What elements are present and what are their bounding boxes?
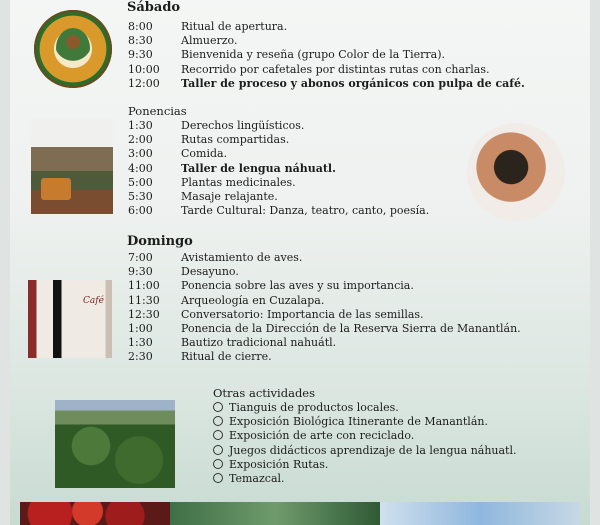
schedule-activity: Conversatorio: Importancia de las semillas. <box>181 307 424 321</box>
schedule-time: 1:30 <box>128 119 153 132</box>
left-border <box>0 0 10 525</box>
cooperative-logo <box>34 10 112 88</box>
other-activity-label: Exposición Rutas. <box>229 457 329 471</box>
schedule-activity: Masaje relajante. <box>181 190 278 203</box>
schedule-time: 8:30 <box>128 34 153 48</box>
other-activity-label: Temazcal. <box>229 472 285 485</box>
schedule-time: 12:00 <box>128 76 160 90</box>
schedule-time: 3:00 <box>128 147 153 161</box>
schedule-activity: Ponencia sobre las aves y su importancia. <box>181 279 414 293</box>
bullet-circle-icon <box>213 473 223 483</box>
coffee-cherries-photo <box>20 502 170 525</box>
bullet-circle-icon <box>213 445 223 455</box>
coffee-mugs-photo <box>28 280 112 358</box>
schedule-time: 8:00 <box>128 20 153 33</box>
schedule-activity: Ritual de cierre. <box>181 350 272 364</box>
other-activity-item <box>213 458 328 471</box>
schedule-activity: Rutas compartidas. <box>181 133 290 147</box>
schedule-time: 2:00 <box>128 133 153 147</box>
other-activity-label: Exposición Biológica Itinerante de Manantlán. <box>229 415 488 429</box>
other-activity-item <box>213 429 414 442</box>
schedule-activity: Avistamiento de aves. <box>181 251 303 264</box>
schedule-time: 9:30 <box>128 265 153 279</box>
schedule-activity: Comida. <box>181 147 228 161</box>
schedule-activity: Taller de proceso y abonos orgánicos con pulpa de café. <box>181 76 525 90</box>
schedule-time: 5:00 <box>128 175 153 189</box>
schedule-activity: Arqueología en Cuzalapa. <box>181 293 325 307</box>
schedule-activity: Tarde Cultural: Danza, teatro, canto, poesía. <box>181 204 430 218</box>
schedule-time: 12:30 <box>128 307 160 321</box>
saturday-title: Sábado <box>127 0 181 15</box>
schedule-activity: Ritual de apertura. <box>181 20 288 33</box>
schedule-time: 9:30 <box>128 48 153 62</box>
other-activity-label: Exposición de arte con reciclado. <box>229 429 415 443</box>
ponencias-label: Ponencias <box>128 104 187 118</box>
schedule-activity: Bienvenida y reseña (grupo Color de la Tierra). <box>181 48 446 62</box>
schedule-activity: Ponencia de la Dirección de la Reserva Sierra de Manantlán. <box>181 322 521 335</box>
coffee-beans-hand-photo <box>467 123 565 221</box>
sky-photo <box>380 502 580 525</box>
other-activity-item <box>213 472 285 485</box>
other-activity-label: Tianguis de productos locales. <box>229 401 399 414</box>
other-activities-title: Otras actividades <box>213 386 316 400</box>
schedule-time: 5:30 <box>128 190 153 203</box>
bullet-circle-icon <box>213 430 223 440</box>
other-activity-item <box>213 444 517 457</box>
sunday-title: Domingo <box>127 234 193 249</box>
schedule-time: 4:00 <box>128 161 153 175</box>
schedule-activity: Desayuno. <box>181 265 239 279</box>
schedule-time: 2:30 <box>128 350 153 364</box>
schedule-activity: Plantas medicinales. <box>181 175 296 189</box>
bullet-circle-icon <box>213 416 223 426</box>
schedule-activity: Almuerzo. <box>181 34 238 48</box>
bullet-circle-icon <box>213 402 223 412</box>
other-activity-item <box>213 401 399 414</box>
forest-photo <box>55 400 175 488</box>
woman-logo-icon <box>56 28 90 68</box>
schedule-activity: Derechos lingüísticos. <box>181 119 305 132</box>
schedule-time: 1:00 <box>128 322 153 335</box>
bullet-circle-icon <box>213 459 223 469</box>
schedule-activity: Bautizo tradicional nahuátl. <box>181 336 337 350</box>
schedule-time: 7:00 <box>128 251 153 264</box>
schedule-activity: Taller de lengua náhuatl. <box>181 161 336 175</box>
schedule-activity: Recorrido por cafetales por distintas rutas con charlas. <box>181 62 490 76</box>
plants-photo <box>170 502 380 525</box>
other-activity-item <box>213 415 488 428</box>
meeting-photo <box>31 118 113 214</box>
schedule-time: 11:30 <box>128 293 160 307</box>
schedule-time: 6:00 <box>128 204 153 218</box>
schedule-time: 11:00 <box>128 279 160 293</box>
schedule-time: 10:00 <box>128 62 160 76</box>
schedule-time: 1:30 <box>128 336 153 350</box>
right-border <box>590 0 600 525</box>
other-activity-label: Juegos didácticos aprendizaje de la lengua náhuatl. <box>229 443 517 457</box>
